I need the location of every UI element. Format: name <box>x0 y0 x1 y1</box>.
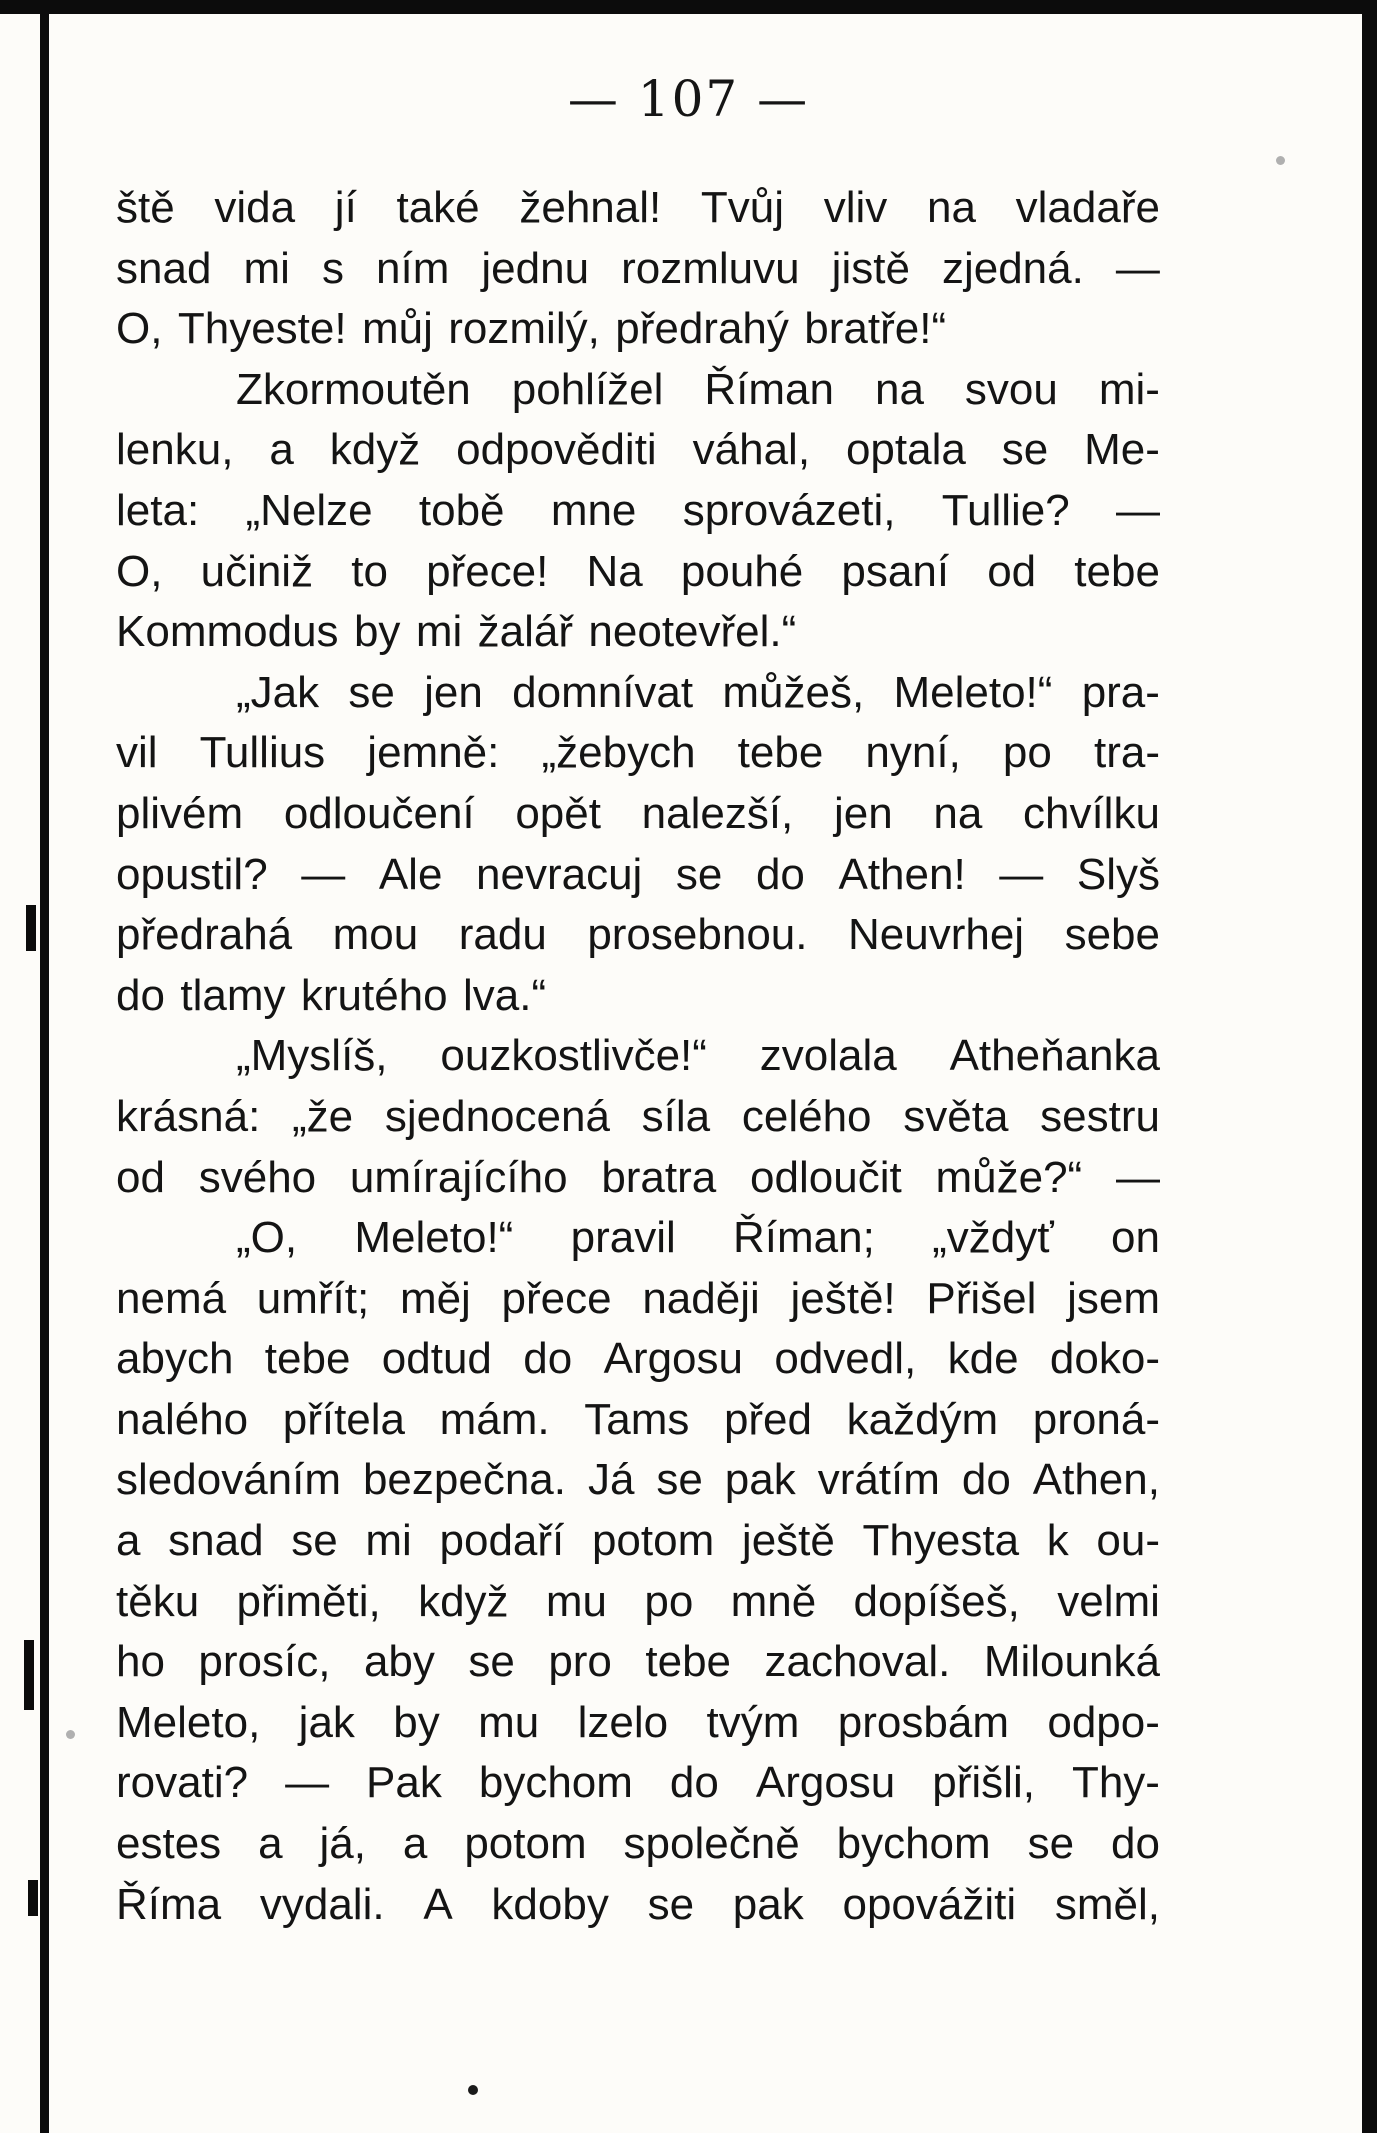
word: odtud <box>381 1334 492 1384</box>
spine-notch-1 <box>26 905 36 951</box>
word: Thyeste! <box>177 304 347 354</box>
word: do <box>669 1758 719 1808</box>
word: Argosu <box>755 1758 896 1808</box>
word: by <box>353 607 401 657</box>
word: přece! <box>426 546 549 596</box>
word: Argosu <box>603 1334 743 1384</box>
word: celého <box>741 1091 872 1141</box>
word: domnívat <box>512 667 694 717</box>
word: ještě! <box>790 1273 896 1323</box>
word: rozmilý, <box>448 304 600 354</box>
word: velmi <box>1057 1576 1160 1626</box>
word: síla <box>641 1091 711 1141</box>
word: O, <box>116 546 163 596</box>
word: tebe <box>737 728 824 778</box>
word: každým <box>846 1394 999 1444</box>
word: odpo- <box>1047 1697 1160 1747</box>
text-line-23 <box>116 1511 1160 1572</box>
word: pro <box>548 1637 612 1687</box>
word: leta: <box>116 485 200 535</box>
word: optala <box>845 425 966 475</box>
word: Říman; <box>733 1213 875 1263</box>
word: Thyesta <box>862 1516 1020 1566</box>
word: „žebych <box>541 728 696 778</box>
word: jí <box>334 183 357 232</box>
word: — <box>1115 243 1160 293</box>
word: měj <box>399 1273 471 1323</box>
word: jsem <box>1067 1273 1160 1323</box>
word: on <box>1111 1213 1160 1263</box>
word: odloučit <box>750 1152 902 1202</box>
word: se <box>675 849 723 899</box>
word: ještě <box>741 1516 835 1566</box>
word: také <box>396 183 480 232</box>
word: Tams <box>584 1394 690 1444</box>
word: tebe <box>645 1637 732 1687</box>
word: od <box>116 1152 165 1202</box>
word: mi <box>243 243 290 293</box>
word: když <box>418 1576 509 1626</box>
word: přiměti, <box>236 1576 381 1626</box>
word: Me- <box>1084 425 1160 475</box>
word: vladaře <box>1015 183 1160 232</box>
word: chvílku <box>1022 788 1160 838</box>
word: k <box>1046 1516 1069 1566</box>
word: Tullie? <box>941 485 1070 535</box>
word: Meleto!“ <box>354 1213 514 1263</box>
word: pra- <box>1081 667 1160 717</box>
word: odvedl, <box>774 1334 917 1384</box>
spine-notch-2 <box>24 1640 34 1710</box>
word: nemá <box>116 1273 227 1323</box>
word: Atheňanka <box>949 1031 1160 1081</box>
text-line-13 <box>116 905 1160 966</box>
word: snad <box>116 243 212 293</box>
word: sledováním <box>116 1455 342 1505</box>
word: do <box>116 970 165 1020</box>
body-text <box>116 178 1160 1935</box>
margin-speck-top <box>1276 156 1285 165</box>
word: „O, <box>236 1213 298 1263</box>
word: — <box>1115 1152 1160 1202</box>
word: ouzkostlivče!“ <box>440 1031 707 1081</box>
word: Tvůj <box>700 183 785 232</box>
word: abych <box>116 1334 234 1384</box>
word: A <box>423 1879 453 1929</box>
word: — <box>999 849 1044 899</box>
word: Meleto, <box>116 1697 261 1747</box>
word: po <box>1002 728 1052 778</box>
word: bychom <box>478 1758 633 1808</box>
word: krásná: <box>116 1091 261 1141</box>
word: mu <box>545 1576 608 1626</box>
word: jistě <box>831 243 910 293</box>
word: bezpečna. <box>362 1455 567 1505</box>
word: můj <box>361 304 433 354</box>
word: jen <box>833 788 893 838</box>
word: prosíc, <box>198 1637 331 1687</box>
text-line-3 <box>116 299 1160 360</box>
word: odloučení <box>283 788 475 838</box>
word: potom <box>464 1819 587 1869</box>
text-line-20 <box>116 1329 1160 1390</box>
word: nevracuj <box>476 849 643 899</box>
word: tobě <box>418 485 505 535</box>
word: Thy- <box>1071 1758 1160 1808</box>
word: můžeš, <box>722 667 865 717</box>
word: do <box>961 1455 1011 1505</box>
word: Neuvrhej <box>847 910 1025 960</box>
text-line-26 <box>116 1693 1160 1754</box>
word: rovati? <box>116 1758 249 1808</box>
word: pak <box>724 1455 796 1505</box>
text-line-8 <box>116 602 1160 663</box>
word: estes <box>116 1819 222 1869</box>
word: proná- <box>1032 1394 1160 1444</box>
word: a <box>116 1516 141 1566</box>
text-line-2 <box>116 239 1160 300</box>
word: naději <box>642 1273 760 1323</box>
word: ou- <box>1096 1516 1160 1566</box>
word: „vždyť <box>932 1213 1054 1263</box>
text-line-4 <box>116 360 1160 421</box>
word: a <box>258 1819 283 1869</box>
word: vil <box>116 728 158 778</box>
text-line-29 <box>116 1875 1160 1936</box>
word: se <box>468 1637 515 1687</box>
word: Zkormoutěn <box>236 364 471 414</box>
word: od <box>987 546 1037 596</box>
word: směl, <box>1054 1879 1160 1929</box>
word: pouhé <box>680 546 804 596</box>
word: potom <box>591 1516 715 1566</box>
text-line-27 <box>116 1753 1160 1814</box>
word: tlamy <box>180 970 286 1020</box>
word: žalář <box>477 607 574 657</box>
word: na <box>926 183 976 232</box>
text-line-12 <box>116 845 1160 906</box>
word: bychom <box>836 1819 991 1869</box>
word: Ale <box>378 849 443 899</box>
text-line-5 <box>116 420 1160 481</box>
text-line-10 <box>116 723 1160 784</box>
word: pak <box>732 1879 804 1929</box>
word: odpověditi <box>456 425 657 475</box>
word: předrahý <box>615 304 789 354</box>
word: Na <box>586 546 643 596</box>
spine-notch-3 <box>28 1880 38 1916</box>
word: tebe <box>1074 546 1160 596</box>
word: těku <box>116 1576 200 1626</box>
word: lenku, <box>116 425 234 475</box>
word: aby <box>363 1637 435 1687</box>
word: zachoval. <box>764 1637 951 1687</box>
word: Přišel <box>926 1273 1037 1323</box>
word: „Jak <box>236 667 320 717</box>
text-line-28 <box>116 1814 1160 1875</box>
word: s <box>321 243 344 293</box>
word: krutého <box>300 970 448 1020</box>
word: opustil? <box>116 849 268 899</box>
word: „Myslíš, <box>236 1031 388 1081</box>
word: podaří <box>439 1516 565 1566</box>
word: přišli, <box>932 1758 1035 1808</box>
word: rozmluvu <box>621 243 800 293</box>
text-line-25 <box>116 1632 1160 1693</box>
word: vliv <box>823 183 888 232</box>
word: Kommodus <box>116 607 339 657</box>
word: O, <box>116 304 163 354</box>
word: tra- <box>1093 728 1160 778</box>
word: když <box>329 425 421 475</box>
word: vrátím <box>817 1455 940 1505</box>
scan-right-border <box>1362 0 1377 2133</box>
word: bratra <box>601 1152 717 1202</box>
word: radu <box>458 910 547 960</box>
ink-speck-bottom <box>468 2085 478 2095</box>
text-line-7 <box>116 542 1160 603</box>
word: kdoby <box>491 1879 609 1929</box>
word: snad <box>168 1516 264 1566</box>
word: umírajícího <box>349 1152 568 1202</box>
word: Já <box>587 1455 635 1505</box>
word: mi <box>365 1516 412 1566</box>
text-line-16 <box>116 1087 1160 1148</box>
word: opět <box>515 788 601 838</box>
word: do <box>755 849 805 899</box>
word: společně <box>623 1819 800 1869</box>
margin-speck-left <box>66 1730 75 1739</box>
word: ním <box>376 243 450 293</box>
word: neotevřel.“ <box>588 607 797 657</box>
word: lva.“ <box>463 970 547 1020</box>
word: opovážiti <box>842 1879 1017 1929</box>
word: pravil <box>570 1213 676 1263</box>
word: Říman <box>704 364 834 414</box>
word: nyní, <box>865 728 961 778</box>
word: a <box>402 1819 428 1869</box>
text-line-18 <box>116 1208 1160 1269</box>
word: jednu <box>481 243 590 293</box>
word: Pak <box>366 1758 442 1808</box>
text-line-19 <box>116 1269 1160 1330</box>
text-line-1 <box>116 178 1160 239</box>
word: se <box>656 1455 703 1505</box>
page-number: — 107 — <box>567 70 810 128</box>
word: se <box>291 1516 338 1566</box>
word: „že <box>292 1091 354 1141</box>
word: kde <box>947 1334 1019 1384</box>
word: svou <box>964 364 1058 414</box>
word: sprovázeti, <box>682 485 896 535</box>
word: se <box>647 1879 695 1929</box>
word: plivém <box>116 788 244 838</box>
word: Athen, <box>1032 1455 1160 1505</box>
word: dopíšeš, <box>853 1576 1020 1626</box>
word: — <box>1116 485 1160 535</box>
word: Meleto!“ <box>893 667 1053 717</box>
text-line-22 <box>116 1450 1160 1511</box>
text-line-24 <box>116 1572 1160 1633</box>
word: Říma <box>116 1879 222 1929</box>
word: jemně: <box>367 728 500 778</box>
word: přece <box>501 1273 612 1323</box>
word: zvolala <box>759 1031 897 1081</box>
word: mu <box>478 1697 540 1747</box>
word: prosbám <box>837 1697 1009 1747</box>
book-spine-edge <box>40 14 49 2133</box>
word: po <box>644 1576 694 1626</box>
word: sestru <box>1040 1091 1160 1141</box>
word: nalezší, <box>641 788 794 838</box>
word: mám. <box>439 1394 550 1444</box>
word: tvým <box>706 1697 800 1747</box>
word: před <box>723 1394 813 1444</box>
word: Slyš <box>1076 849 1160 899</box>
word: váhal, <box>692 425 811 475</box>
word: mou <box>332 910 419 960</box>
word: já, <box>319 1819 366 1869</box>
word: lzelo <box>577 1697 669 1747</box>
word: doko- <box>1049 1334 1160 1384</box>
word: na <box>874 364 924 414</box>
word: do <box>523 1334 573 1384</box>
word: přítela <box>282 1394 406 1444</box>
word: tebe <box>264 1334 351 1384</box>
word: „Nelze <box>245 485 373 535</box>
word: ho <box>116 1637 165 1687</box>
word: by <box>393 1697 440 1747</box>
word: Milounká <box>983 1637 1160 1687</box>
word: pohlížel <box>511 364 664 414</box>
word: — <box>301 849 346 899</box>
word: může?“ <box>935 1152 1083 1202</box>
word: zjedná. <box>941 243 1084 293</box>
word: žehnal! <box>519 183 662 232</box>
word: svého <box>198 1152 317 1202</box>
word: psaní <box>841 546 950 596</box>
word: to <box>351 546 388 596</box>
word: učiniž <box>200 546 314 596</box>
word: prosebnou. <box>587 910 808 960</box>
scan-top-border <box>0 0 1377 14</box>
word: nalého <box>116 1394 249 1444</box>
word: do <box>1111 1819 1160 1869</box>
word: sjednocená <box>384 1091 610 1141</box>
text-line-14 <box>116 966 1160 1027</box>
word: Athen! <box>838 849 966 899</box>
word: jak <box>298 1697 355 1747</box>
word: na <box>933 788 983 838</box>
word: předrahá <box>116 910 293 960</box>
word: umřít; <box>256 1273 370 1323</box>
word: se <box>348 667 395 717</box>
word: se <box>1001 425 1049 475</box>
word: vida <box>214 183 296 232</box>
word: — <box>285 1758 330 1808</box>
text-line-9 <box>116 663 1160 724</box>
word: světa <box>903 1091 1009 1141</box>
word: mi <box>415 607 463 657</box>
word: vydali. <box>259 1879 385 1929</box>
word: a <box>269 425 294 475</box>
word: Tullius <box>199 728 326 778</box>
text-line-17 <box>116 1148 1160 1209</box>
word: mi- <box>1098 364 1160 414</box>
word: se <box>1027 1819 1075 1869</box>
word: sebe <box>1064 910 1160 960</box>
text-line-15 <box>116 1026 1160 1087</box>
text-line-21 <box>116 1390 1160 1451</box>
word: ště <box>116 183 175 232</box>
text-line-11 <box>116 784 1160 845</box>
word: mně <box>730 1576 817 1626</box>
text-line-6 <box>116 481 1160 542</box>
word: jen <box>424 667 483 717</box>
word: bratře!“ <box>804 304 947 354</box>
word: mne <box>550 485 637 535</box>
